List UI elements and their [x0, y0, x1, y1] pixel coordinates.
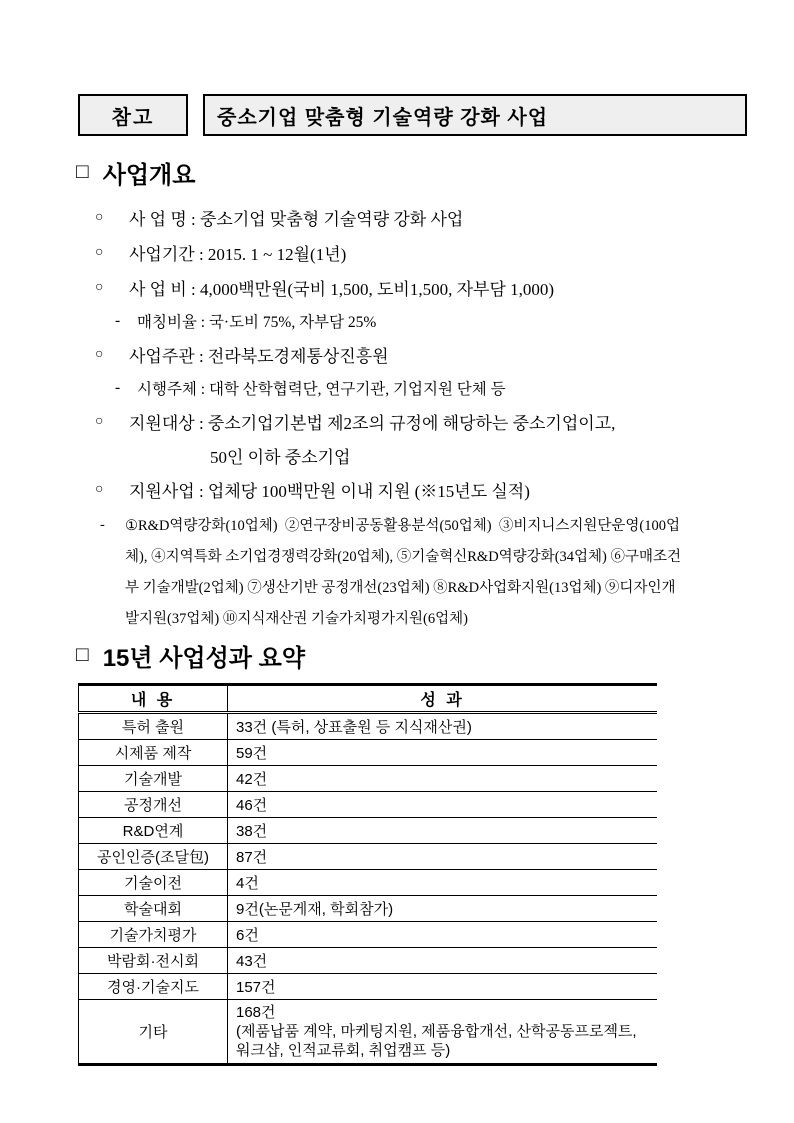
overview-section-heading: [76, 156, 794, 188]
list-item-support-target: [95, 404, 754, 439]
overview-list: [95, 200, 754, 507]
detail-line: ①R&D역량강화(10업체) ②연구장비공동활용분석(50업체) ③비지니스지원단운영(100업: [125, 518, 681, 534]
row-value: 46건: [228, 792, 658, 818]
row-label: 학술대회: [79, 896, 228, 922]
row-value-note: (제품납품 계약, 마케팅지원, 제품융합개선, 산학공동프로젝트, 워크샵, 인적교류회, 취업캠프 등): [236, 1023, 637, 1059]
row-label: 시제품 제작: [79, 740, 228, 766]
row-value: 9건(논문게재, 학회참가): [228, 896, 658, 922]
dash-bullet-icon: -: [115, 379, 121, 396]
row-label: 기술가치평가: [79, 922, 228, 948]
circle-bullet-icon: ○: [95, 413, 104, 429]
reference-tag-label: 참고: [111, 106, 155, 129]
row-value: 42건: [228, 766, 658, 792]
row-label: 경영·기술지도: [79, 974, 228, 1000]
table-row-etc: [79, 1000, 658, 1065]
table-row-management-guidance: [79, 974, 658, 1000]
detail-line: 부 기술개발(2업체) ⑦생산기반 공정개선(23업체) ⑧R&D사업화지원(13업체) ⑨디자인개: [125, 580, 676, 596]
header: [78, 0, 747, 136]
document-title: 중소기업 맞춤형 기술역량 강화 사업: [217, 106, 549, 129]
row-label: 공정개선: [79, 792, 228, 818]
table-row-conference: [79, 896, 658, 922]
list-item-text: 시행주체 : 대학 산학협력단, 연구기관, 기업지원 단체 등: [137, 381, 506, 398]
table-row-exhibition: [79, 948, 658, 974]
list-item-project-name: [95, 200, 754, 235]
summary-section-heading: [76, 639, 794, 671]
row-label: 특허 출원: [79, 713, 228, 740]
circle-bullet-icon: ○: [95, 346, 104, 362]
row-value: 6건: [228, 922, 658, 948]
table-row-patent: [79, 713, 658, 740]
row-label: 공인인증(조달包): [79, 844, 228, 870]
square-bullet-icon: □: [76, 160, 89, 183]
row-value: 157건: [228, 974, 658, 1000]
list-item-project-period: [95, 235, 754, 270]
list-item-support-target-continuation: [210, 439, 754, 472]
list-item-text: 지원대상 : 중소기업기본법 제2조의 규정에 해당하는 중소기업이고,: [129, 414, 616, 433]
row-value: 59건: [228, 740, 658, 766]
row-value: 43건: [228, 948, 658, 974]
list-item-text: 사업주관 : 전라북도경제통상진흥원: [129, 347, 389, 366]
list-item-text: 사 업 명 : 중소기업 맞춤형 기술역량 강화 사업: [129, 210, 464, 229]
square-bullet-icon: □: [76, 643, 89, 666]
row-label: 기술개발: [79, 766, 228, 792]
list-item-text: 사업기간 : 2015. 1 ~ 12월(1년): [129, 245, 347, 264]
table-row-tech-transfer: [79, 870, 658, 896]
header-cell-result: 성 과: [228, 685, 658, 713]
list-item-implementing-body: [115, 372, 754, 404]
support-programs-detail: [100, 511, 764, 635]
row-value: 168건: [236, 1004, 276, 1021]
row-label: R&D연계: [79, 818, 228, 844]
table-row-rnd-link: [79, 818, 658, 844]
reference-tag-box: [78, 94, 188, 136]
table-row-tech-development: [79, 766, 658, 792]
circle-bullet-icon: ○: [95, 209, 104, 225]
list-item-text: 지원사업 : 업체당 100백만원 이내 지원 (※15년도 실적): [129, 482, 530, 501]
summary-heading-text: 15년 사업성과 요약: [102, 644, 306, 672]
overview-heading-text: 사업개요: [102, 161, 196, 189]
row-value: 38건: [228, 818, 658, 844]
list-item-text: 50인 이하 중소기업: [210, 448, 351, 467]
list-item-text: 매칭비율 : 국·도비 75%, 자부담 25%: [137, 314, 377, 331]
circle-bullet-icon: ○: [95, 244, 104, 260]
row-label: 기술이전: [79, 870, 228, 896]
table-row-certification: [79, 844, 658, 870]
dash-bullet-icon: -: [100, 517, 105, 533]
list-item-project-organizer: [95, 337, 754, 372]
row-value: 4건: [228, 870, 658, 896]
support-programs-lines: [125, 511, 681, 635]
header-cell-content: 내 용: [79, 685, 228, 713]
list-item-matching-ratio: [115, 305, 754, 337]
table-header-row: [79, 685, 658, 713]
detail-line: 체), ④지역특화 소기업경쟁력강화(20업체), ⑤기술혁신R&D역량강화(34업체) ⑥구매조건: [125, 549, 682, 565]
row-value: 87건: [228, 844, 658, 870]
circle-bullet-icon: ○: [95, 279, 104, 295]
row-label: 기타: [79, 1000, 228, 1065]
dash-bullet-icon: -: [115, 312, 121, 329]
row-label: 박람회·전시회: [79, 948, 228, 974]
list-item-support-program: [95, 472, 754, 507]
performance-summary-table: [78, 683, 657, 1066]
table-row-tech-valuation: [79, 922, 658, 948]
row-value: 33건 (특허, 상표출원 등 지식재산권): [228, 713, 658, 740]
document-title-box: [203, 94, 747, 136]
list-item-text: 사 업 비 : 4,000백만원(국비 1,500, 도비1,500, 자부담 1,000): [129, 280, 555, 299]
row-value-cell: [228, 1000, 658, 1065]
table-row-prototype: [79, 740, 658, 766]
list-item-project-budget: [95, 270, 754, 305]
detail-line: 발지원(37업체) ⑩지식재산권 기술가치평가지원(6업체): [125, 611, 468, 627]
circle-bullet-icon: ○: [95, 481, 104, 497]
table-row-process-improvement: [79, 792, 658, 818]
